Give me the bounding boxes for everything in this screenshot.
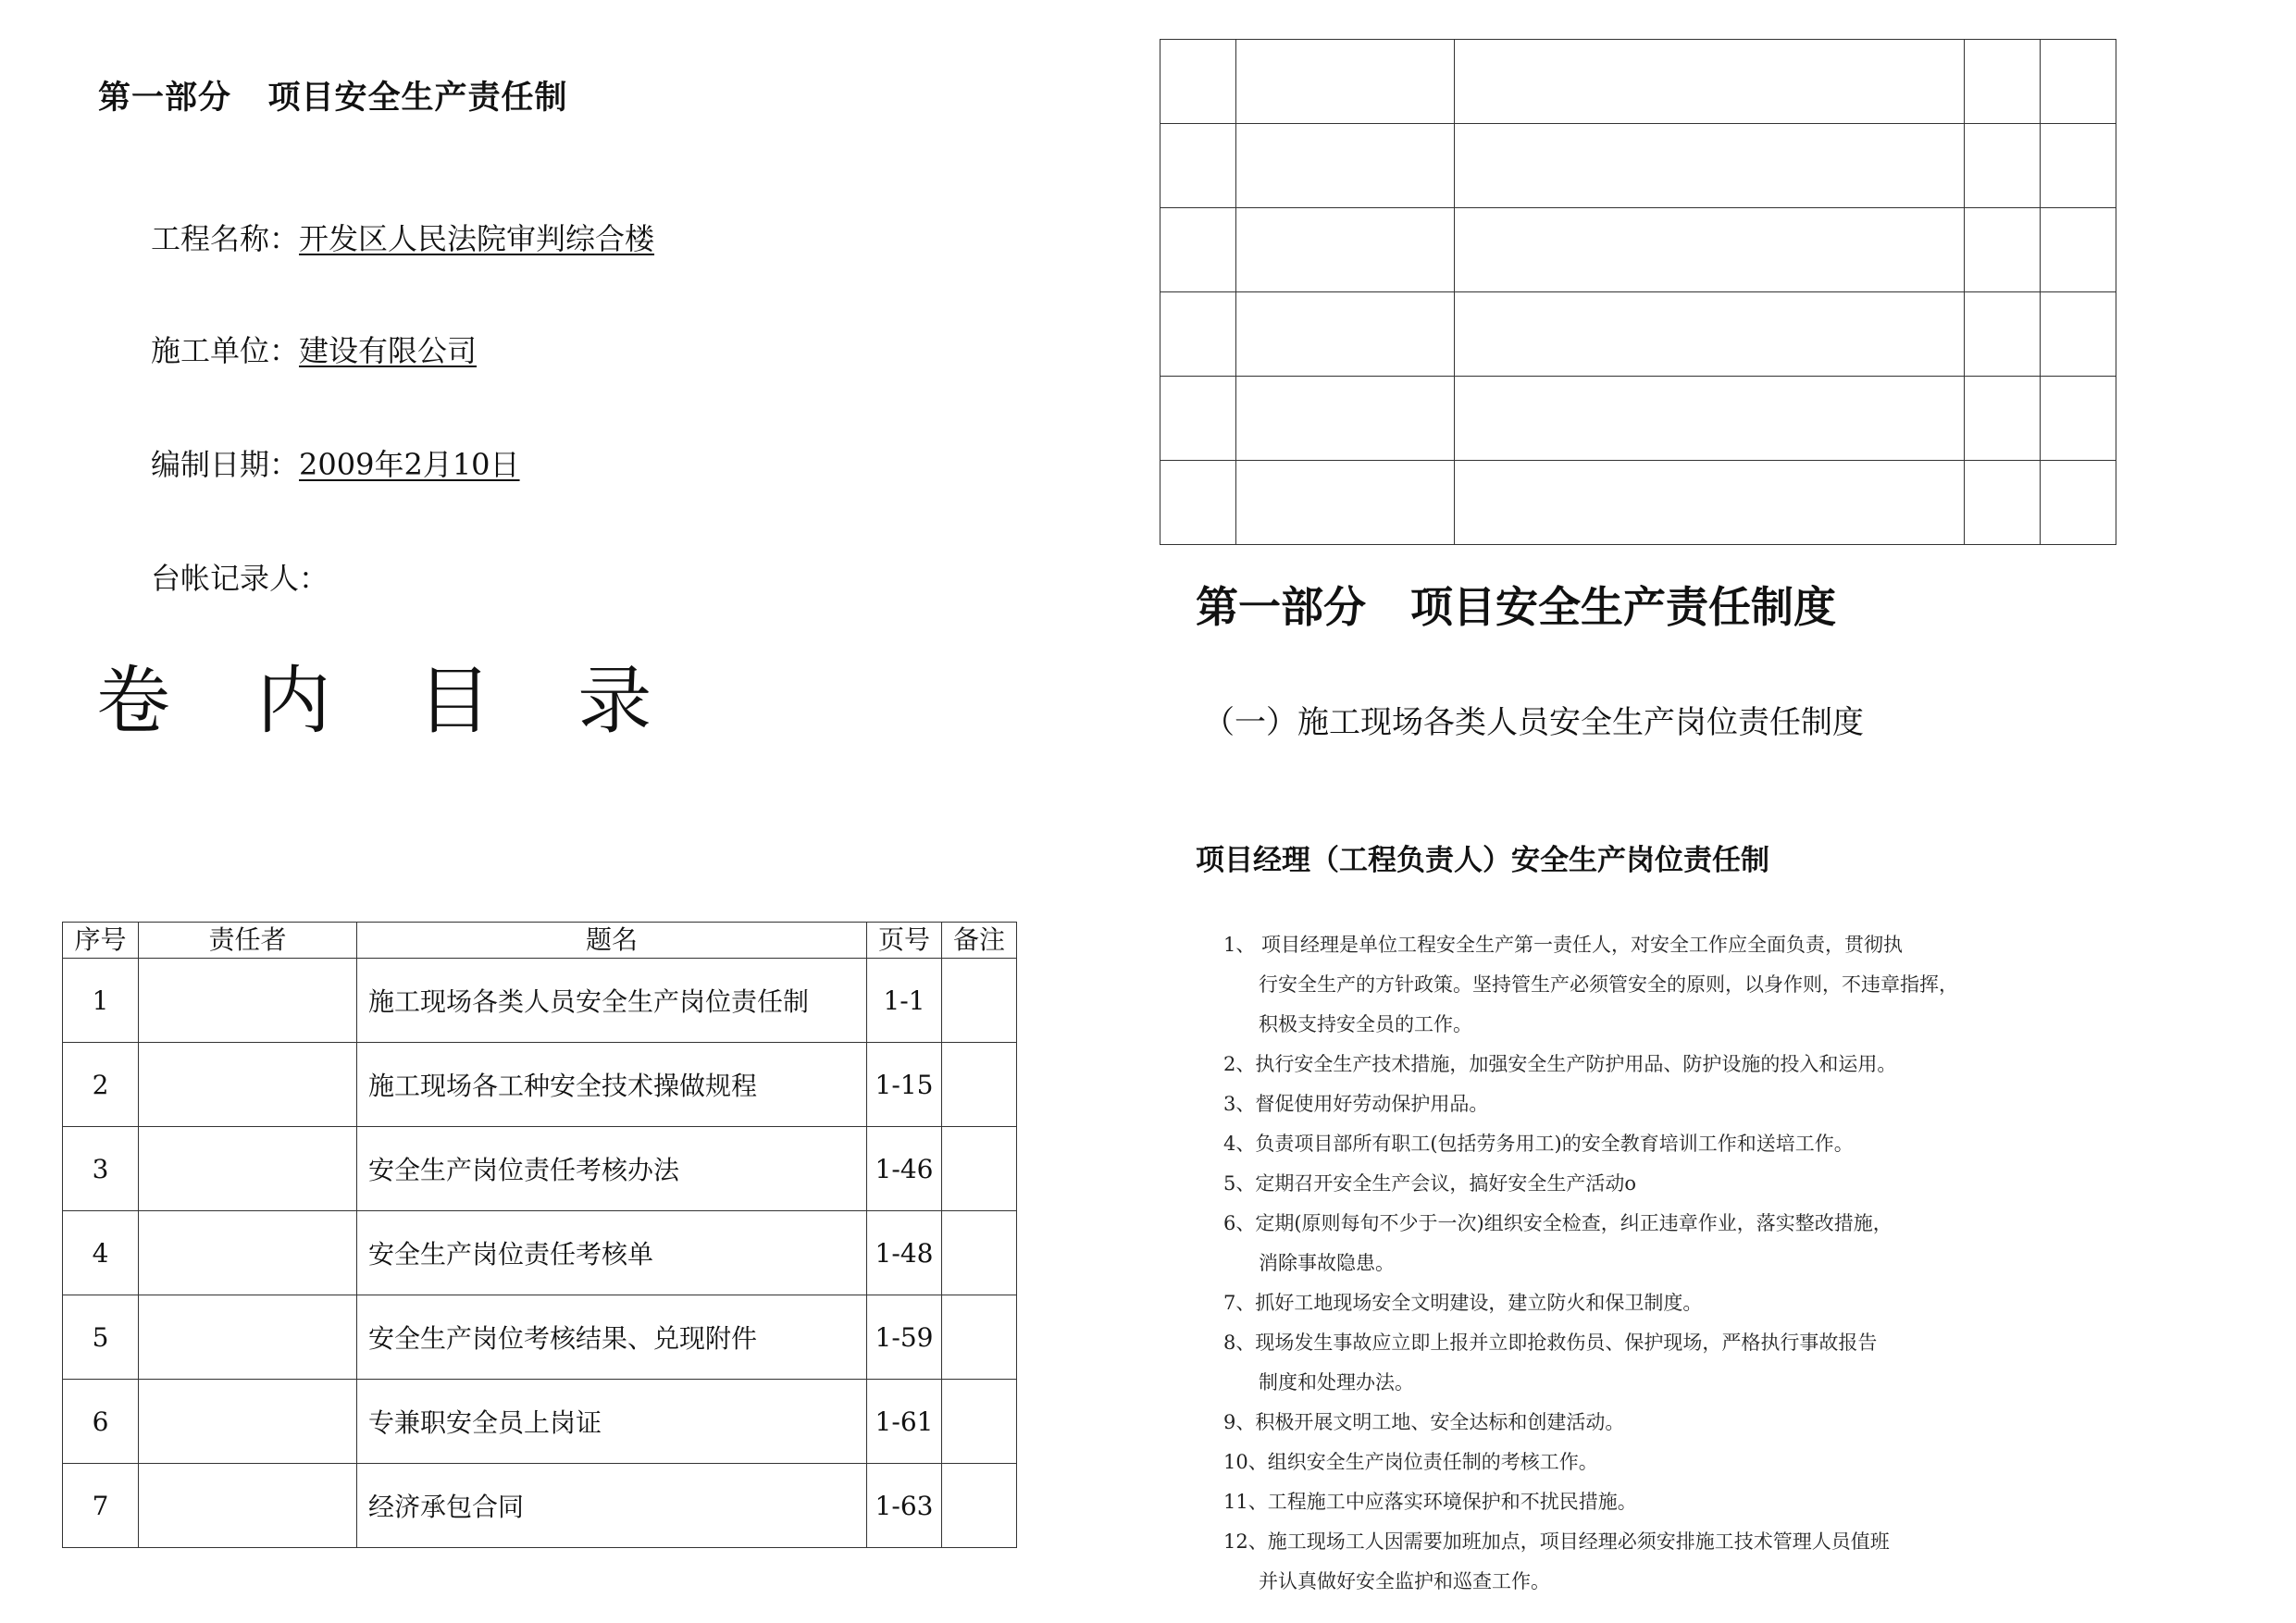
- toc-cell-owner: [139, 1295, 357, 1380]
- project-name-line: [151, 216, 654, 258]
- toc-cell-owner: [139, 1127, 357, 1211]
- toc-cell-page: 1-48: [867, 1211, 942, 1295]
- toc-cell-page: 1-63: [867, 1464, 942, 1548]
- toc-cell-note: [942, 1127, 1017, 1211]
- table-row: [1160, 124, 2116, 208]
- duty-line: 行安全生产的方针政策。坚持管生产必须管安全的原则，以身作则，不违章指挥，: [1259, 973, 1958, 996]
- toc-header-note: 备注: [942, 923, 1017, 959]
- toc-cell-title: 经济承包合同: [357, 1464, 867, 1548]
- empty-cell: [1455, 292, 1965, 377]
- table-row: [63, 1295, 1017, 1380]
- duty-line: 5、定期召开安全生产会议，搞好安全生产活动o: [1223, 1172, 1637, 1195]
- toc-table: [62, 922, 1017, 1548]
- empty-cell: [1160, 461, 1236, 545]
- project-name-label: 工程名称：: [151, 221, 300, 256]
- recorder-label: 台帐记录人：: [151, 561, 329, 596]
- empty-cell: [1160, 124, 1236, 208]
- empty-cell: [1236, 292, 1455, 377]
- empty-cell: [1160, 377, 1236, 461]
- duty-line: 10、组织安全生产岗位责任制的考核工作。: [1223, 1451, 1598, 1473]
- table-row: [1160, 292, 2116, 377]
- toc-cell-no: 1: [63, 959, 139, 1043]
- empty-cell: [2041, 292, 2116, 377]
- compile-date-label: 编制日期：: [151, 447, 300, 482]
- toc-cell-page: 1-15: [867, 1043, 942, 1127]
- toc-cell-title: 专兼职安全员上岗证: [357, 1380, 867, 1464]
- toc-cell-page: 1-59: [867, 1295, 942, 1380]
- table-row: [1160, 40, 2116, 124]
- toc-cell-note: [942, 1464, 1017, 1548]
- empty-cell: [1455, 377, 1965, 461]
- table-row: [1160, 461, 2116, 545]
- contractor-line: [151, 328, 477, 370]
- blank-table-continuation: [1160, 39, 2116, 545]
- duty-line: 3、督促使用好劳动保护用品。: [1223, 1093, 1489, 1115]
- toc-header-title: 题名: [357, 923, 867, 959]
- toc-cell-no: 5: [63, 1295, 139, 1380]
- recorder-line: [151, 555, 329, 598]
- project-name-value: 开发区人民法院审判综合楼: [299, 221, 655, 256]
- empty-cell: [1965, 124, 2041, 208]
- toc-cell-owner: [139, 959, 357, 1043]
- empty-cell: [1455, 208, 1965, 292]
- table-row: [63, 959, 1017, 1043]
- compile-date-value: 2009年2月10日: [299, 447, 520, 482]
- duty-line: 并认真做好安全监护和巡查工作。: [1259, 1570, 1550, 1592]
- empty-cell: [1160, 40, 1236, 124]
- table-row: [1160, 208, 2116, 292]
- toc-cell-owner: [139, 1464, 357, 1548]
- right-part-title: 第一部分 项目安全生产责任制度: [1196, 582, 1837, 632]
- toc-cell-title: 施工现场各工种安全技术操做规程: [357, 1043, 867, 1127]
- toc-cell-note: [942, 1043, 1017, 1127]
- duty-line: 积极支持安全员的工作。: [1259, 1013, 1472, 1035]
- duty-line: 12、施工现场工人因需要加班加点，项目经理必须安排施工技术管理人员值班: [1223, 1530, 1890, 1553]
- empty-cell: [1455, 124, 1965, 208]
- duty-line: 6、定期(原则每旬不少于一次)组织安全检查，纠正违章作业，落实整改措施，: [1223, 1212, 1893, 1234]
- empty-cell: [1236, 124, 1455, 208]
- empty-cell: [1965, 292, 2041, 377]
- toc-cell-title: 安全生产岗位责任考核办法: [357, 1127, 867, 1211]
- toc-cell-note: [942, 1295, 1017, 1380]
- toc-cell-note: [942, 959, 1017, 1043]
- empty-cell: [1160, 292, 1236, 377]
- table-row: [63, 1464, 1017, 1548]
- toc-cell-title: 安全生产岗位责任考核单: [357, 1211, 867, 1295]
- toc-cell-no: 7: [63, 1464, 139, 1548]
- duty-line: 9、积极开展文明工地、安全达标和创建活动。: [1223, 1411, 1625, 1433]
- empty-cell: [1236, 40, 1455, 124]
- toc-header-no: 序号: [63, 923, 139, 959]
- contractor-value: 建设有限公司: [299, 333, 478, 368]
- duty-line: 7、抓好工地现场安全文明建设，建立防火和保卫制度。: [1223, 1292, 1703, 1314]
- empty-cell: [2041, 461, 2116, 545]
- empty-cell: [1236, 208, 1455, 292]
- empty-cell: [1455, 461, 1965, 545]
- duty-line: 4、负责项目部所有职工(包括劳务用工)的安全教育培训工作和送培工作。: [1223, 1133, 1854, 1155]
- duty-line: 8、现场发生事故应立即上报并立即抢救伤员、保护现场，严格执行事故报告: [1223, 1332, 1878, 1354]
- toc-cell-owner: [139, 1211, 357, 1295]
- section-subheading: （一）施工现场各类人员安全生产岗位责任制度: [1203, 704, 1864, 741]
- empty-cell: [1160, 208, 1236, 292]
- duty-line: 制度和处理办法。: [1259, 1371, 1414, 1394]
- contractor-label: 施工单位：: [151, 333, 300, 368]
- duty-line: 1、 项目经理是单位工程安全生产第一责任人，对安全工作应全面负责，贯彻执: [1223, 934, 1904, 956]
- toc-cell-page: 1-46: [867, 1127, 942, 1211]
- duty-line: 消除事故隐患。: [1259, 1252, 1395, 1274]
- toc-header-page: 页号: [867, 923, 942, 959]
- duty-list: [1223, 925, 2112, 1602]
- table-row: [63, 1127, 1017, 1211]
- empty-cell: [1236, 461, 1455, 545]
- toc-header-row: [63, 923, 1017, 959]
- toc-cell-no: 3: [63, 1127, 139, 1211]
- toc-cell-note: [942, 1380, 1017, 1464]
- project-manager-heading: 项目经理（工程负责人）安全生产岗位责任制: [1196, 844, 1769, 877]
- duty-line: 2、执行安全生产技术措施，加强安全生产防护用品、防护设施的投入和运用。: [1223, 1053, 1897, 1075]
- toc-cell-title: 安全生产岗位考核结果、兑现附件: [357, 1295, 867, 1380]
- compile-date-line: [151, 441, 520, 484]
- empty-cell: [1455, 40, 1965, 124]
- toc-header-owner: 责任者: [139, 923, 357, 959]
- toc-cell-no: 2: [63, 1043, 139, 1127]
- table-row: [63, 1043, 1017, 1127]
- table-row: [63, 1380, 1017, 1464]
- empty-cell: [2041, 40, 2116, 124]
- toc-cell-page: 1-1: [867, 959, 942, 1043]
- toc-cell-no: 4: [63, 1211, 139, 1295]
- toc-cell-page: 1-61: [867, 1380, 942, 1464]
- table-row: [63, 1211, 1017, 1295]
- toc-cell-no: 6: [63, 1380, 139, 1464]
- toc-title: 卷 内 目 录: [96, 658, 684, 744]
- empty-cell: [1236, 377, 1455, 461]
- empty-cell: [1965, 40, 2041, 124]
- left-part-title: 第一部分 项目安全生产责任制: [98, 80, 568, 117]
- toc-cell-owner: [139, 1380, 357, 1464]
- empty-cell: [1965, 461, 2041, 545]
- table-row: [1160, 377, 2116, 461]
- toc-cell-note: [942, 1211, 1017, 1295]
- empty-cell: [2041, 377, 2116, 461]
- empty-cell: [2041, 208, 2116, 292]
- toc-cell-title: 施工现场各类人员安全生产岗位责任制: [357, 959, 867, 1043]
- empty-cell: [1965, 377, 2041, 461]
- toc-cell-owner: [139, 1043, 357, 1127]
- empty-cell: [2041, 124, 2116, 208]
- duty-line: 11、工程施工中应落实环境保护和不扰民措施。: [1223, 1491, 1637, 1513]
- empty-cell: [1965, 208, 2041, 292]
